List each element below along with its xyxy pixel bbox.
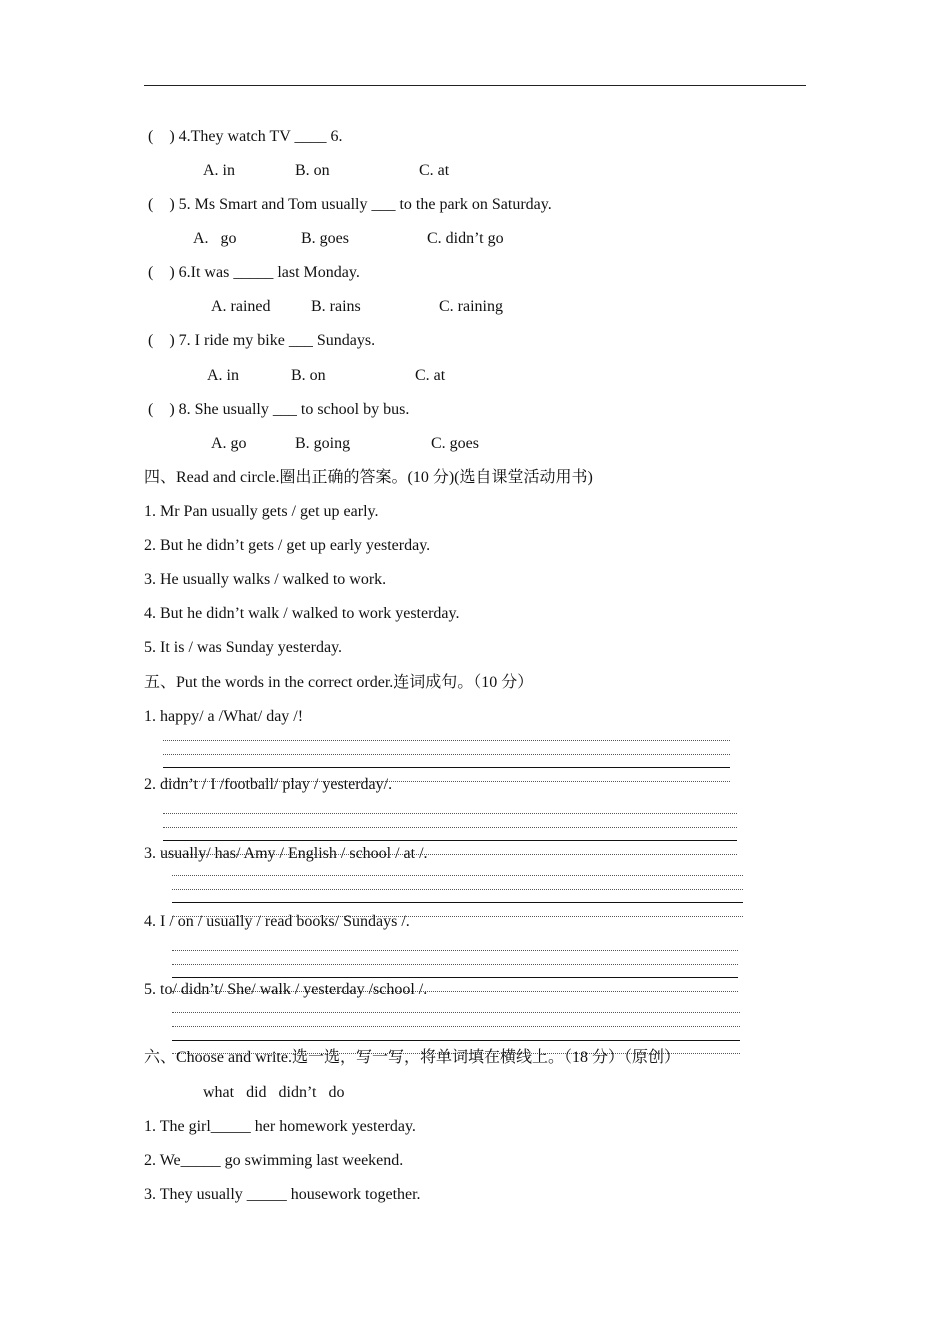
fill-item[interactable]: 1. The girl_____ her homework yesterday. — [144, 1118, 416, 1135]
option-a: A. go — [193, 230, 237, 247]
writing-line[interactable] — [163, 827, 737, 828]
writing-line[interactable] — [172, 875, 743, 876]
writing-line[interactable] — [163, 813, 737, 814]
answer-paren[interactable]: ( ) — [148, 128, 175, 145]
fill-item[interactable]: 3. They usually _____ housework together. — [144, 1186, 421, 1203]
writing-baseline[interactable] — [163, 840, 737, 841]
order-item: 2. didn’t / I /football/ play / yesterday/. — [144, 776, 393, 793]
writing-line[interactable] — [163, 740, 730, 741]
option-b: B. on — [291, 367, 326, 384]
option-a: A. go — [211, 435, 247, 452]
question-text: 6.It was _____ last Monday. — [178, 264, 360, 281]
answer-paren[interactable]: ( ) — [148, 401, 175, 418]
option-c: C. goes — [431, 435, 479, 452]
writing-line[interactable] — [172, 964, 738, 965]
writing-baseline[interactable] — [163, 767, 730, 768]
question-text: 7. I ride my bike ___ Sundays. — [178, 332, 376, 349]
option-b: B. on — [295, 162, 330, 179]
circle-item[interactable]: 4. But he didn’t walk / walked to work yesterday. — [144, 605, 460, 622]
circle-item[interactable]: 1. Mr Pan usually gets / get up early. — [144, 503, 379, 520]
option-a: A. in — [207, 367, 239, 384]
fill-item[interactable]: 2. We_____ go swimming last weekend. — [144, 1152, 404, 1169]
option-a: A. in — [203, 162, 235, 179]
order-item: 3. usually/ has/ Amy / English / school / at /. — [144, 845, 428, 862]
order-item: 4. I / on / usually / read books/ Sundays /. — [144, 913, 410, 930]
question-8 — [148, 400, 409, 420]
section-6-title: 六、Choose and write.选一选，写一写，将单词填在横线上。（18 分）（原创） — [144, 1049, 680, 1066]
question-text: 4.They watch TV ____ 6. — [178, 128, 343, 145]
writing-line[interactable] — [172, 950, 738, 951]
writing-line[interactable] — [172, 889, 743, 890]
option-c: C. didn’t go — [427, 230, 504, 247]
option-b: B. going — [295, 435, 351, 452]
writing-line[interactable] — [172, 1026, 740, 1027]
order-item: 5. to/ didn’t/ She/ walk / yesterday /school /. — [144, 981, 428, 998]
answer-paren[interactable]: ( ) — [148, 332, 175, 349]
word-bank: what did didn’t do — [203, 1084, 345, 1101]
option-c: C. raining — [439, 298, 503, 315]
circle-item[interactable]: 5. It is / was Sunday yesterday. — [144, 639, 343, 656]
section-4-title: 四、Read and circle.圈出正确的答案。(10 分)(选自课堂活动用书) — [144, 469, 593, 486]
question-7 — [148, 331, 375, 351]
option-a: A. rained — [211, 298, 271, 315]
answer-paren[interactable]: ( ) — [148, 196, 175, 213]
header-rule — [144, 85, 806, 86]
writing-line[interactable] — [163, 754, 730, 755]
option-c: C. at — [415, 367, 446, 384]
writing-baseline[interactable] — [172, 977, 738, 978]
question-5 — [148, 195, 552, 215]
answer-paren[interactable]: ( ) — [148, 264, 175, 281]
order-item: 1. happy/ a /What/ day /! — [144, 708, 304, 725]
circle-item[interactable]: 3. He usually walks / walked to work. — [144, 571, 387, 588]
option-c: C. at — [419, 162, 450, 179]
writing-baseline[interactable] — [172, 902, 743, 903]
question-text: 5. Ms Smart and Tom usually ___ to the park on Saturday. — [178, 196, 552, 213]
writing-line[interactable] — [172, 1012, 740, 1013]
question-4 — [148, 127, 342, 147]
option-b: B. goes — [301, 230, 349, 247]
circle-item[interactable]: 2. But he didn’t gets / get up early yesterday. — [144, 537, 431, 554]
writing-baseline[interactable] — [172, 1040, 740, 1041]
option-b: B. rains — [311, 298, 361, 315]
section-5-title: 五、Put the words in the correct order.连词成句。（10 分） — [144, 674, 534, 691]
question-text: 8. She usually ___ to school by bus. — [178, 401, 410, 418]
question-6 — [148, 263, 360, 283]
